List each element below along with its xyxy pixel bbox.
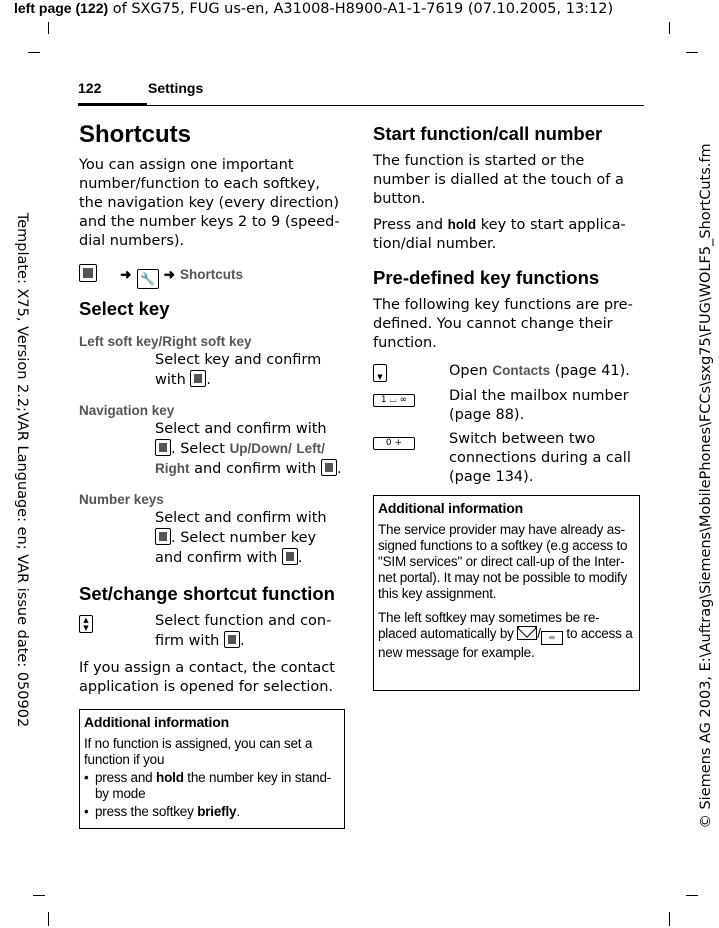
info-box-text: If no function is assigned, you can set a function if you xyxy=(84,736,313,767)
crop-mark xyxy=(33,895,45,896)
header-rule xyxy=(147,105,644,106)
set-shortcut-step: ▲ ▼ Select function and con-firm with . xyxy=(79,612,345,651)
crop-mark xyxy=(28,52,40,53)
info-box-text: The left softkey may sometimes be re-placed automatically by / ∞ to access a new message for example. xyxy=(378,610,633,660)
center-key-icon xyxy=(155,439,171,456)
crop-mark xyxy=(669,22,670,34)
left-column xyxy=(79,120,345,829)
info-box-title: Additional information xyxy=(84,714,229,730)
page-title: Shortcuts xyxy=(79,121,192,148)
list-item: • press and hold the number key in stand-by mode xyxy=(84,770,340,802)
header-rule-thick xyxy=(78,103,147,106)
wrench-icon: 🔧 xyxy=(137,269,159,289)
intro-text: You can assign one important number/function to each softkey, the navigation key (every direction) and the number keys 2 to 9 (speed-dial numbers). xyxy=(79,157,340,249)
navigation-instruction: Select and confirm with . Select Up/Down/ Left/ Right and confirm with . xyxy=(155,421,342,477)
print-header-info: of SXG75, FUG us-en, A31008-H8900-A1-1-7619 (07.10.2005, 13:12) xyxy=(108,1,614,17)
menu-key-icon xyxy=(79,264,97,282)
section-title: Settings xyxy=(148,80,204,96)
predefined-heading: Pre-defined key functions xyxy=(373,267,600,288)
arrow-icon: ➜ xyxy=(163,267,175,282)
select-key-heading: Select key xyxy=(79,298,170,319)
contacts-row: ▼ Open Contacts (page 41). xyxy=(373,361,640,382)
key-0-icon: 0 + xyxy=(373,437,415,450)
navigation-key-icon: ▲ ▼ xyxy=(79,615,93,633)
navigation-down-icon: ▼ xyxy=(373,364,387,382)
info-box-text: The service provider may have already as-signed functions to a softkey (e.g access to "SIM services" or direct call-up of the Inter-net portal). It may not be possible to modify this key assignment. xyxy=(378,522,628,601)
info-box-title: Additional information xyxy=(378,500,523,516)
crop-mark xyxy=(48,22,49,34)
predefined-text: The following key functions are pre-defined. You cannot change their function. xyxy=(373,297,633,351)
additional-info-box xyxy=(373,495,640,691)
center-key-icon xyxy=(190,370,206,387)
start-function-text: The function is started or the number is dialled at the touch of a button. xyxy=(373,153,624,207)
template-info: Template: X75, Version 2.2;VAR Language: en; VAR issue date: 050902 xyxy=(14,212,30,728)
center-key-icon xyxy=(155,528,171,545)
number-keys-label: Number keys xyxy=(79,492,164,507)
center-key-icon xyxy=(321,459,337,476)
print-header-page: left page (122) xyxy=(14,0,109,16)
softkey-instruction: Select key and confirm with . xyxy=(155,352,322,388)
start-function-heading: Start function/call number xyxy=(373,123,603,144)
press-hold-text: Press and hold key to start applica-tion/dial number. xyxy=(373,217,626,252)
crop-mark xyxy=(48,912,49,926)
envelope-icon xyxy=(517,626,537,640)
arrow-icon: ➜ xyxy=(120,267,132,282)
additional-info-box xyxy=(79,709,345,829)
menu-path xyxy=(79,263,345,285)
contact-text: If you assign a contact, the contact application is opened for selection. xyxy=(79,660,335,695)
page-number: 122 xyxy=(78,80,102,96)
navigation-key-label: Navigation key xyxy=(79,403,175,418)
contacts-link: Contacts xyxy=(492,363,551,378)
mailbox-row: 1 ⌴ ∞ Dial the mailbox number (page 88). xyxy=(373,387,640,425)
voicemail-icon: ∞ xyxy=(541,631,563,645)
set-shortcut-heading: Set/change shortcut function xyxy=(79,583,335,604)
crop-mark xyxy=(669,912,670,926)
right-column xyxy=(373,120,640,691)
crop-mark xyxy=(686,52,698,53)
info-box-list xyxy=(84,770,340,820)
switch-row: 0 + Switch between two connections during a call (page 134). xyxy=(373,430,640,487)
number-keys-instruction: Select and confirm with . Select number key and confirm with . xyxy=(155,510,327,566)
copyright-path: © Siemens AG 2003, E:\Auftrag\Siemens\MobilePhones\FCCs\sxg75\FUG\WOLF5_ShortCuts.fm xyxy=(698,143,714,829)
center-key-icon xyxy=(282,548,298,565)
print-header xyxy=(14,0,613,17)
menu-path-shortcuts: Shortcuts xyxy=(180,267,244,282)
center-key-icon xyxy=(224,631,240,648)
list-item: • press the softkey briefly. xyxy=(84,804,340,820)
crop-mark xyxy=(686,895,698,896)
softkey-label: Left soft key/Right soft key xyxy=(79,334,252,349)
key-1-icon: 1 ⌴ ∞ xyxy=(373,394,415,407)
